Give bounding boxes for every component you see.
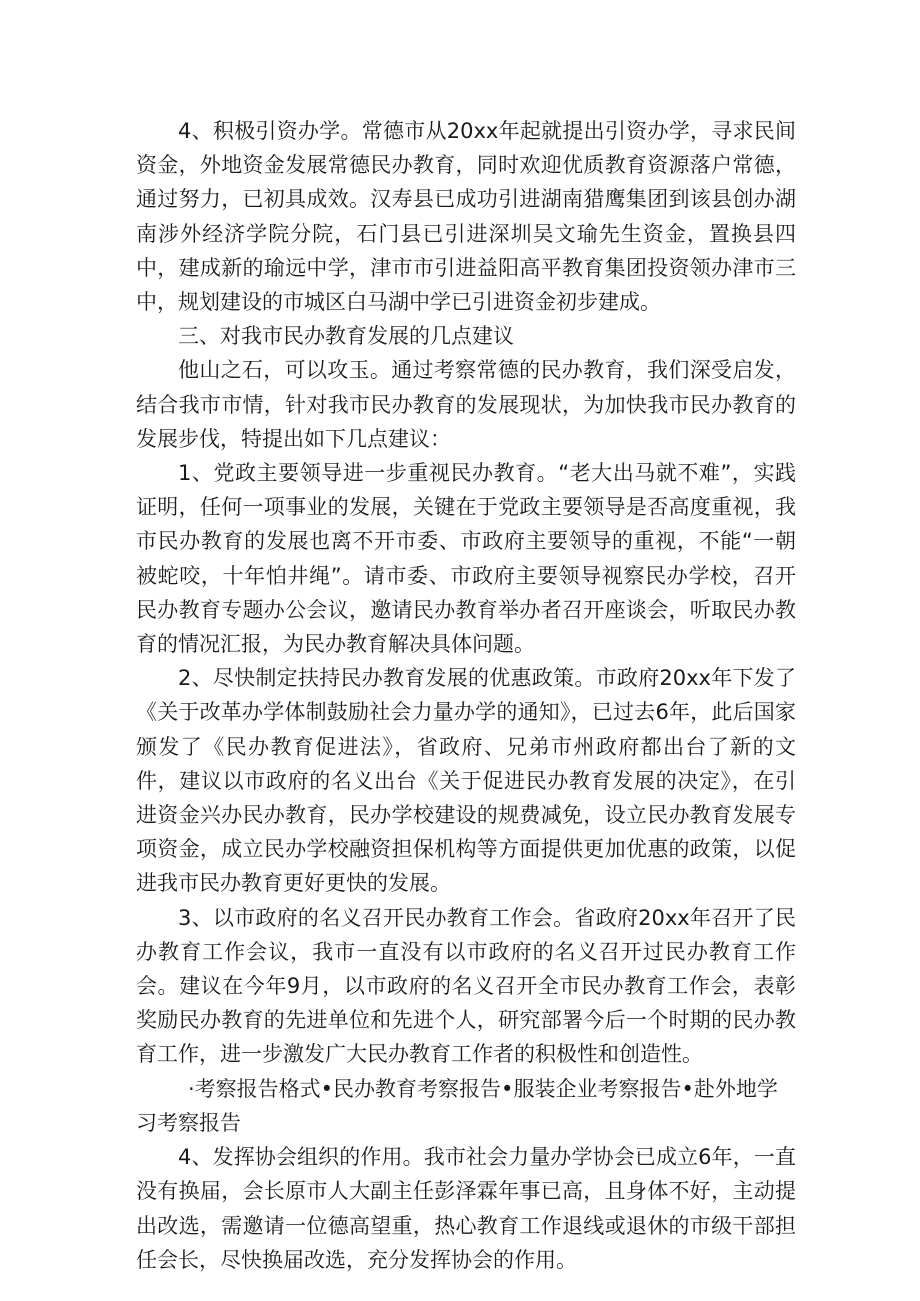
paragraph-suggestion-4: 4、发挥协会组织的作用。我市社会力量办学协会已成立6年，一直没有换届，会长原市人大副主任彭泽霖年事已高，且身体不好，主动提出改选，需邀请一位德高望重，热心教育工作退线或退休的市级干部担任会长，尽快换届改选，充分发挥协会的作用。 bbox=[136, 1145, 796, 1272]
section-heading-suggestions: 三、对我市民办教育发展的几点建议 bbox=[178, 324, 514, 349]
document-body bbox=[136, 114, 796, 1277]
paragraph-attract-investment: 4、积极引资办学。常德市从20xx年起就提出引资办学，寻求民间资金，外地资金发展常德民办教育，同时欢迎优质教育资源落户常德，通过努力，已初具成效。汉寿县已成功引进湖南猎鹰集团到该县创办湖南涉外经济学院分院，石门县已引进深圳吴文瑜先生资金，置换县四中，建成新的瑜远中学，津市市引进益阳高平教育集团投资领办津市三中，规划建设的市城区白马湖中学已引进资金初步建成。 bbox=[136, 119, 796, 315]
related-report-links[interactable]: ·考察报告格式•民办教育考察报告•服装企业考察报告•赴外地学习考察报告 bbox=[136, 1076, 778, 1135]
paragraph-suggestion-1: 1、党政主要领导进一步重视民办教育。“老大出马就不难”，实践证明，任何一项事业的发展，关键在于党政主要领导是否高度重视，我市民办教育的发展也离不开市委、市政府主要领导的重视，不能“一朝被蛇咬，十年怕井绳”。请市委、市政府主要领导视察民办学校，召开民办教育专题办公会议，邀请民办教育举办者召开座谈会，听取民办教育的情况汇报，为民办教育解决具体问题。 bbox=[136, 461, 796, 657]
paragraph-suggestion-2: 2、尽快制定扶持民办教育发展的优惠政策。市政府20xx年下发了《关于改革办学体制鼓励社会力量办学的通知》，已过去6年，此后国家颁发了《民办教育促进法》，省政府、兄弟市州政府都出台了新的文件，建议以市政府的名义出台《关于促进民办教育发展的决定》，在引进资金兴办民办教育，民办学校建设的规费减免，设立民办教育发展专项资金，成立民办学校融资担保机构等方面提供更加优惠的政策，以促进我市民办教育更好更快的发展。 bbox=[136, 666, 796, 896]
paragraph-suggestion-3: 3、以市政府的名义召开民办教育工作会。省政府20xx年召开了民办教育工作会议，我市一直没有以市政府的名义召开过民办教育工作会。建议在今年9月，以市政府的名义召开全市民办教育工作会，表彰奖励民办教育的先进单位和先进个人，研究部署今后一个时期的民办教育工作，进一步激发广大民办教育工作者的积极性和创造性。 bbox=[136, 905, 796, 1067]
paragraph-introduction: 他山之石，可以攻玉。通过考察常德的民办教育，我们深受启发，结合我市市情，针对我市民办教育的发展现状，为加快我市民办教育的发展步伐，特提出如下几点建议： bbox=[136, 358, 796, 451]
